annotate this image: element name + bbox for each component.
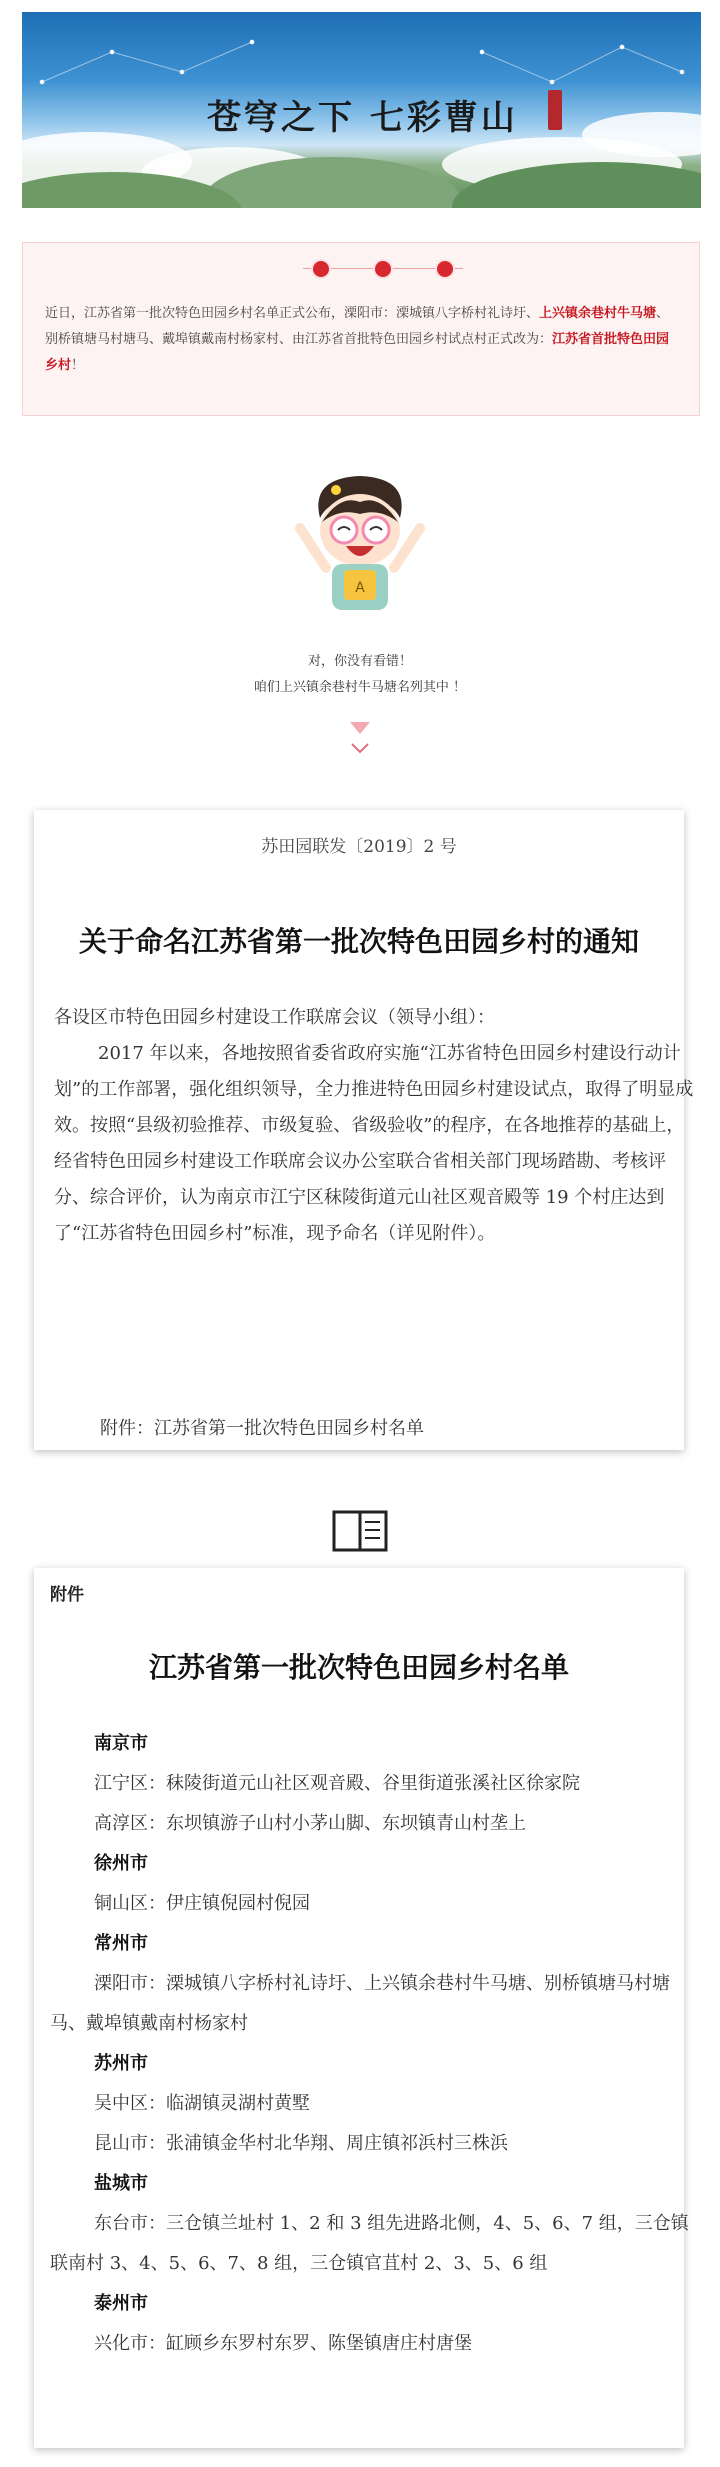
document-salutation: 各设区市特色田园乡村建设工作联席会议（领导小组）： <box>54 1007 495 1028</box>
highlight-title: 江苏省首批特色田园乡村 <box>45 332 670 373</box>
book-icon <box>332 1508 388 1554</box>
city-heading: 南京市 <box>94 1733 148 1754</box>
document-number: 苏田园联发〔2019〕2 号 <box>261 837 457 857</box>
seal-stamp <box>548 90 562 130</box>
banner-title: 苍穹之下 七彩曹山 <box>207 98 518 138</box>
document-title: 关于命名江苏省第一批次特色田园乡村的通知 <box>78 925 639 958</box>
list-item: 兴化市：缸顾乡东罗村东罗、陈堡镇唐庄村唐堡 <box>94 2333 472 2354</box>
flower-ornament <box>303 259 463 279</box>
city-heading: 泰州市 <box>94 2293 148 2314</box>
chevron-down-icon <box>350 722 370 760</box>
list-item: 东台市：三仓镇兰址村 1、2 和 3 组先进路北侧，4、5、6、7 组，三仓镇联南村 3、4、5、6、7、8 组，三仓镇官苴村 2、3、5、6 组 <box>50 2213 689 2274</box>
document-attachment-note: 附件：江苏省第一批次特色田园乡村名单 <box>100 1418 424 1439</box>
notice-document <box>34 810 694 1450</box>
intro-box <box>22 242 700 416</box>
city-heading: 盐城市 <box>94 2173 148 2194</box>
intro-text: 近日，江苏省第一批次特色田园乡村名单正式公布，溧阳市：溧城镇八字桥村礼诗圩、上兴镇余巷村牛马塘、别桥镇塘马村塘马、戴埠镇戴南村杨家村、由江苏省首批特色田园乡村试点村正式改为：江苏省首批特色田园乡村！ <box>45 306 670 373</box>
city-heading: 常州市 <box>94 1933 148 1954</box>
village-list <box>50 1724 700 2364</box>
highlight-village: 上兴镇余巷村牛马塘 <box>539 306 657 321</box>
caption-line-2: 咱们上兴镇余巷村牛马塘名列其中 ！ <box>253 680 467 695</box>
attachment-label: 附件 <box>50 1585 84 1605</box>
list-item: 溧阳市：溧城镇八字桥村礼诗圩、上兴镇余巷村牛马塘、别桥镇塘马村塘马、戴埠镇戴南村杨家村 <box>50 1973 670 2034</box>
cartoon-mascot <box>280 458 440 618</box>
header-banner <box>22 12 701 208</box>
list-item: 昆山市：张浦镇金华村北华翔、周庄镇祁浜村三株浜 <box>94 2133 508 2154</box>
caption-line-1: 对，你没有看错！ <box>307 654 412 669</box>
list-item: 江宁区：秣陵街道元山社区观音殿、谷里街道张溪社区徐家院 <box>94 1773 580 1794</box>
list-item: 高淳区：东坝镇游子山村小茅山脚、东坝镇青山村垄上 <box>94 1813 526 1834</box>
list-item: 铜山区：伊庄镇倪园村倪园 <box>94 1893 310 1914</box>
city-heading: 苏州市 <box>94 2053 148 2074</box>
document-body: 2017 年以来，各地按照省委省政府实施“江苏省特色田园乡村建设行动计划”的工作部署，强化组织领导，全力推进特色田园乡村建设试点，取得了明显成效。按照“县级初验推荐、市级复验、省级验收”的程序，在各地推荐的基础上，经省特色田园乡村建设工作联席会议办公室联合省相关部门现场踏勘、考核评分、综合评价，认为南京市江宁区秣陵街道元山社区观音殿等 19 个村庄达到了“江苏省特色田园乡村”标准，现予命名（详见附件）。 <box>54 1043 694 1244</box>
svg-text:A: A <box>355 580 365 596</box>
city-heading: 徐州市 <box>94 1853 148 1874</box>
list-item: 吴中区：临湖镇灵湖村黄墅 <box>94 2093 310 2114</box>
attachment-title: 江苏省第一批次特色田园乡村名单 <box>148 1651 569 1684</box>
attachment-document <box>34 1568 689 2448</box>
